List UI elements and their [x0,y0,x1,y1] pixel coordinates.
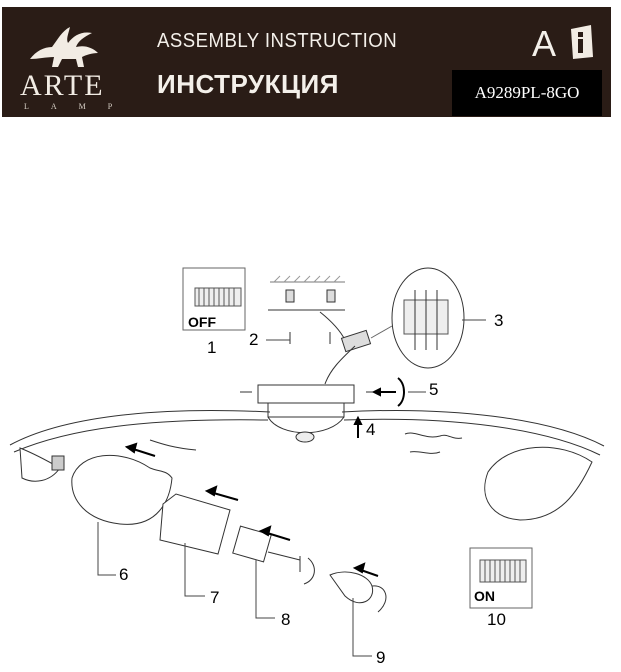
lamp-parts [160,494,386,612]
language-mark: A [532,23,557,64]
title-english: ASSEMBLY INSTRUCTION [157,30,398,52]
callout-4: 4 [366,420,376,439]
callout-10: 10 [487,610,506,629]
model-number: A9289PL-8GO [474,83,580,102]
switch-off-label: OFF [188,314,216,330]
glass-shades [20,447,592,524]
callout-6: 6 [119,565,129,584]
callout-1: 1 [207,338,217,357]
brand-name: ARTE [20,69,105,102]
callout-2: 2 [249,330,259,349]
callout-8: 8 [281,610,291,629]
callout-5: 5 [429,380,439,399]
callout-3: 3 [494,311,504,330]
brand-sub: LAMP [24,102,135,111]
callout-9: 9 [376,648,386,667]
title-russian: ИНСТРУКЦИЯ [157,69,339,99]
switch-on-label: ON [474,588,495,604]
callout-7: 7 [210,588,220,607]
terminal-block-detail [371,268,464,368]
ceiling-mount [268,276,371,384]
